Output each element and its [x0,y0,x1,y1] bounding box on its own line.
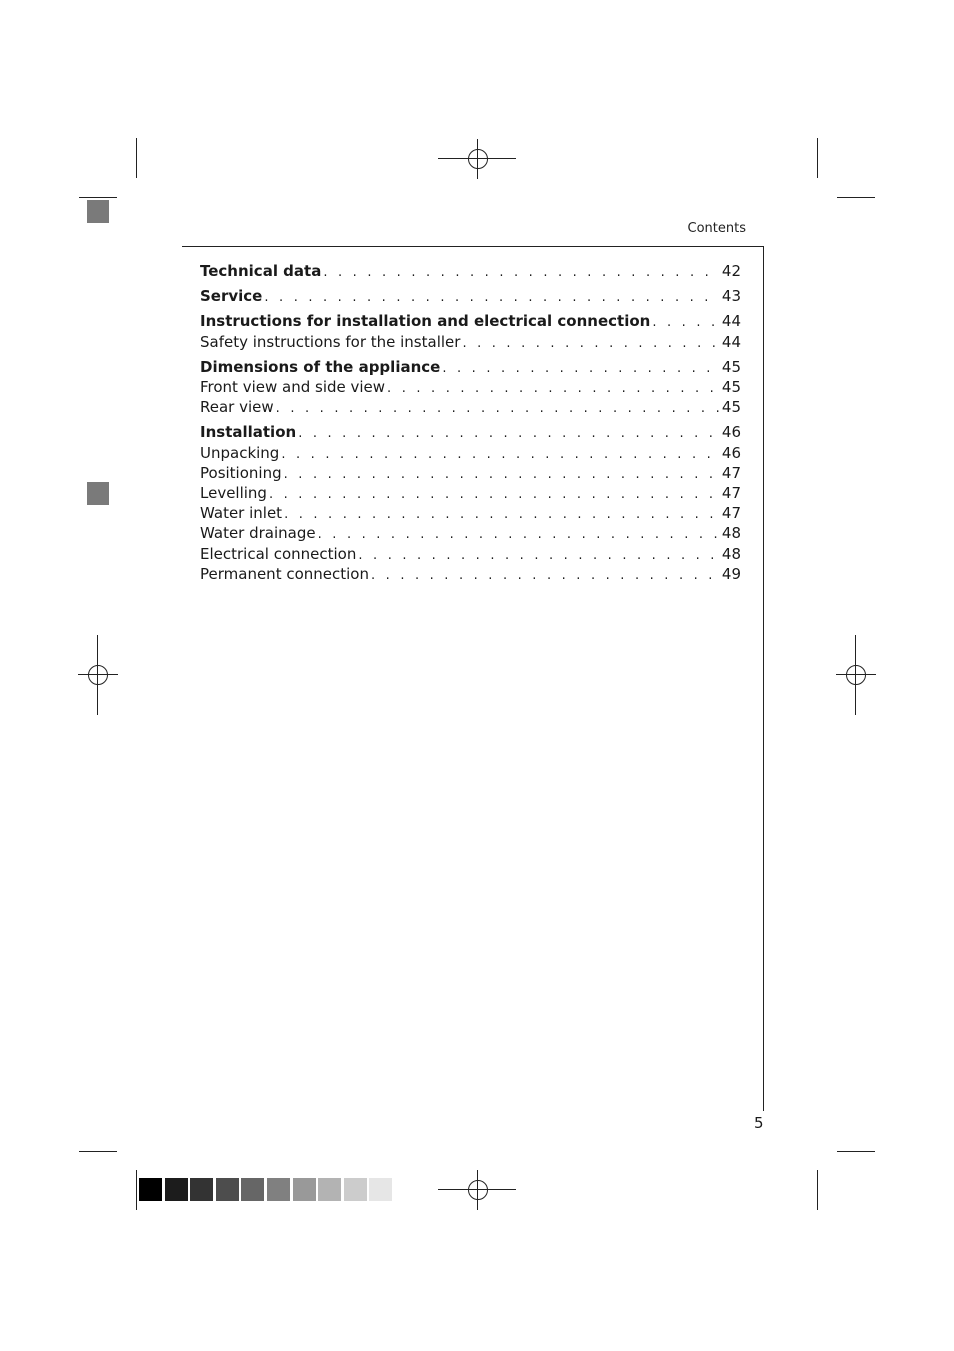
thumb-index-square [87,200,109,223]
color-swatch [216,1178,239,1201]
crop-mark [837,197,875,198]
toc-entry-label: Electrical connection [200,544,357,563]
toc-leader-dots [284,505,720,524]
crop-mark [438,1189,516,1190]
toc-entry-page: 47 [721,504,741,523]
color-swatch [190,1178,213,1201]
crop-mark [136,138,137,178]
toc-entry-page: 46 [721,443,741,462]
toc-entry-page: 46 [721,423,741,442]
crop-mark [97,635,98,715]
crop-mark [817,138,818,178]
toc-entry[interactable] [200,333,741,353]
toc-entry-page: 48 [721,544,741,563]
color-swatch [293,1178,316,1201]
toc-entry-label: Instructions for installation and electrical connection [200,312,651,331]
toc-entry[interactable] [200,358,741,378]
toc-entry[interactable] [200,378,741,398]
toc-leader-dots [371,566,720,585]
toc-leader-dots [269,485,720,504]
toc-leader-dots [652,313,720,332]
color-swatch [165,1178,188,1201]
toc-entry-label: Water inlet [200,504,283,523]
toc-entry-label: Permanent connection [200,564,369,583]
toc-leader-dots [276,399,720,418]
toc-entry-page: 44 [721,332,741,351]
toc-leader-dots [387,379,720,398]
toc-entry-label: Safety instructions for the installer [200,332,461,351]
toc-entry-page: 45 [721,398,741,417]
toc-leader-dots [264,288,720,307]
toc-entry[interactable] [200,287,741,307]
toc-leader-dots [298,424,720,443]
toc-leader-dots [442,359,720,378]
registration-mark-bottom [458,1170,498,1210]
crop-mark [837,1151,875,1152]
toc-entry[interactable] [200,444,741,464]
crop-mark [136,1170,137,1210]
toc-entry[interactable] [200,262,741,282]
toc-entry[interactable] [200,504,741,524]
color-swatch [318,1178,341,1201]
toc-entry-page: 45 [721,378,741,397]
color-swatch [241,1178,264,1201]
toc-entry[interactable] [200,464,741,484]
header-rule [182,246,764,247]
toc-entry-label: Rear view [200,398,274,417]
toc-entry-label: Front view and side view [200,378,386,397]
crop-mark [817,1170,818,1210]
registration-mark-left [78,655,118,695]
toc-entry[interactable] [200,398,741,418]
crop-mark [438,158,516,159]
toc-entry[interactable] [200,423,741,443]
toc-entry-page: 47 [721,484,741,503]
toc-entry-label: Water drainage [200,524,316,543]
toc-leader-dots [358,546,720,565]
toc-leader-dots [281,445,720,464]
toc-entry-page: 49 [721,564,741,583]
toc-leader-dots [318,525,720,544]
toc-entry-page: 43 [721,287,741,306]
running-header: Contents [687,221,746,236]
toc-entry-page: 47 [721,463,741,482]
toc-entry-page: 42 [721,262,741,280]
toc-entry-page: 45 [721,357,741,376]
toc-entry-label: Levelling [200,484,267,503]
toc-leader-dots [323,263,720,282]
toc-entry-label: Service [200,287,263,306]
color-swatch [369,1178,392,1201]
registration-mark-top [458,139,498,179]
toc-entry-label: Technical data [200,262,322,280]
color-calibration-bar [139,1178,395,1201]
crop-mark [855,635,856,715]
table-of-contents [200,262,741,585]
color-swatch [344,1178,367,1201]
page-number: 5 [754,1114,764,1132]
color-swatch [139,1178,162,1201]
toc-entry[interactable] [200,312,741,332]
registration-mark-right [836,655,876,695]
toc-entry-page: 48 [721,524,741,543]
toc-entry[interactable] [200,565,741,585]
crop-mark [79,197,117,198]
toc-entry-page: 44 [721,312,741,331]
toc-entry-label: Unpacking [200,443,280,462]
toc-leader-dots [284,465,720,484]
toc-entry-label: Dimensions of the appliance [200,357,441,376]
toc-entry[interactable] [200,484,741,504]
page-frame-rule [763,246,764,1111]
color-swatch [267,1178,290,1201]
toc-entry-label: Positioning [200,463,282,482]
toc-leader-dots [462,334,719,353]
toc-entry[interactable] [200,524,741,544]
thumb-index-square [87,482,109,505]
crop-mark [79,1151,117,1152]
toc-entry-label: Installation [200,423,297,442]
toc-entry[interactable] [200,545,741,565]
